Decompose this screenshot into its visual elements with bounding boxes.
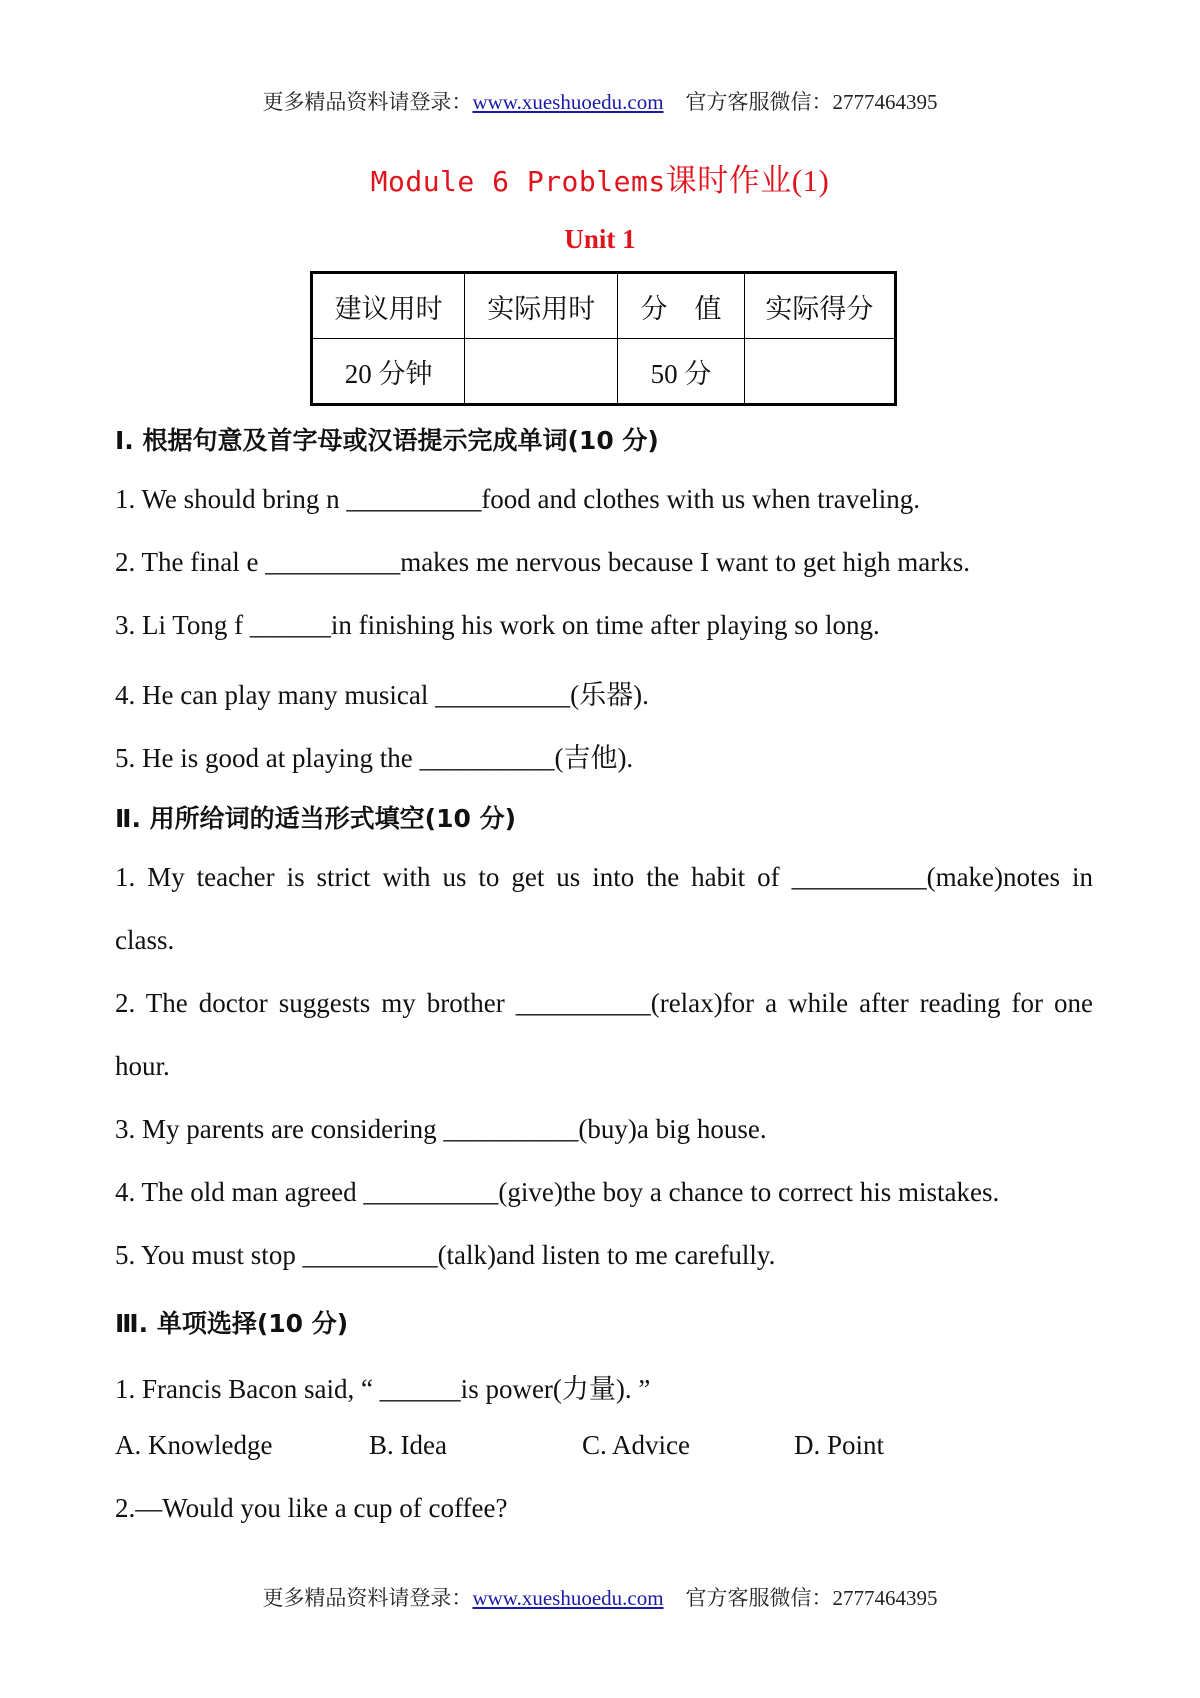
- unit-subtitle: Unit 1: [564, 224, 636, 254]
- header-link[interactable]: www.xueshuoedu.com: [472, 90, 664, 114]
- table-header-cell: 实际得分: [744, 273, 895, 339]
- title-chinese: 课时作业(1): [665, 163, 830, 198]
- header-text: 更多精品资料请登录：: [262, 90, 473, 114]
- table-cell: 50 分: [618, 339, 745, 405]
- page-header: [0, 86, 1200, 116]
- question-item: 2.—Would you like a cup of coffee?: [115, 1493, 508, 1523]
- question-item: 4. He can play many musical __________(乐器).: [115, 680, 649, 710]
- section-heading: Ⅲ. 单项选择(10 分): [115, 1309, 349, 1338]
- header-contact: 官方客服微信：2777464395: [685, 90, 938, 114]
- table-cell: 20 分钟: [312, 339, 465, 405]
- question-item-continuation: class.: [115, 925, 175, 955]
- question-item: 1. We should bring n __________food and clothes with us when traveling.: [115, 484, 920, 514]
- question-item: 4. The old man agreed __________(give)the boy a chance to correct his mistakes.: [115, 1177, 1000, 1207]
- section-heading: Ⅰ. 根据句意及首字母或汉语提示完成单词(10 分): [115, 426, 659, 455]
- title-english: Module 6 Problems: [370, 165, 666, 198]
- question-item: 3. My parents are considering __________(buy)a big house.: [115, 1114, 767, 1144]
- option-a: A. Knowledge: [115, 1430, 273, 1460]
- option-d: D. Point: [794, 1430, 885, 1460]
- table-header-cell: 分 值: [618, 273, 745, 339]
- question-item: 1. My teacher is strict with us to get us into the habit of __________(make)notes in: [115, 862, 1093, 892]
- question-item-continuation: hour.: [115, 1051, 170, 1081]
- question-item: 5. You must stop __________(talk)and listen to me carefully.: [115, 1240, 776, 1270]
- question-item: 3. Li Tong f ______in finishing his work on time after playing so long.: [115, 610, 880, 640]
- question-item: 2. The doctor suggests my brother __________(relax)for a while after reading for one: [115, 988, 1093, 1018]
- question-item: 5. He is good at playing the __________(吉他).: [115, 743, 634, 773]
- table-header-cell: 建议用时: [312, 273, 465, 339]
- table-row: [312, 273, 896, 339]
- table-header-cell: 实际用时: [465, 273, 618, 339]
- table-cell: [744, 339, 895, 405]
- page-footer: [0, 1582, 1200, 1612]
- option-b: B. Idea: [369, 1430, 447, 1460]
- score-table: [310, 271, 897, 406]
- question-item: 2. The final e __________makes me nervous because I want to get high marks.: [115, 547, 971, 577]
- table-cell: [465, 339, 618, 405]
- section-heading: Ⅱ. 用所给词的适当形式填空(10 分): [115, 804, 517, 833]
- table-row: [312, 339, 896, 405]
- question-item: 1. Francis Bacon said, “ ______is power(力量). ”: [115, 1374, 651, 1404]
- page-title: [0, 155, 1200, 200]
- footer-contact: 官方客服微信：2777464395: [685, 1586, 938, 1610]
- footer-link[interactable]: www.xueshuoedu.com: [472, 1586, 664, 1610]
- footer-text: 更多精品资料请登录：: [262, 1586, 473, 1610]
- option-c: C. Advice: [582, 1430, 690, 1460]
